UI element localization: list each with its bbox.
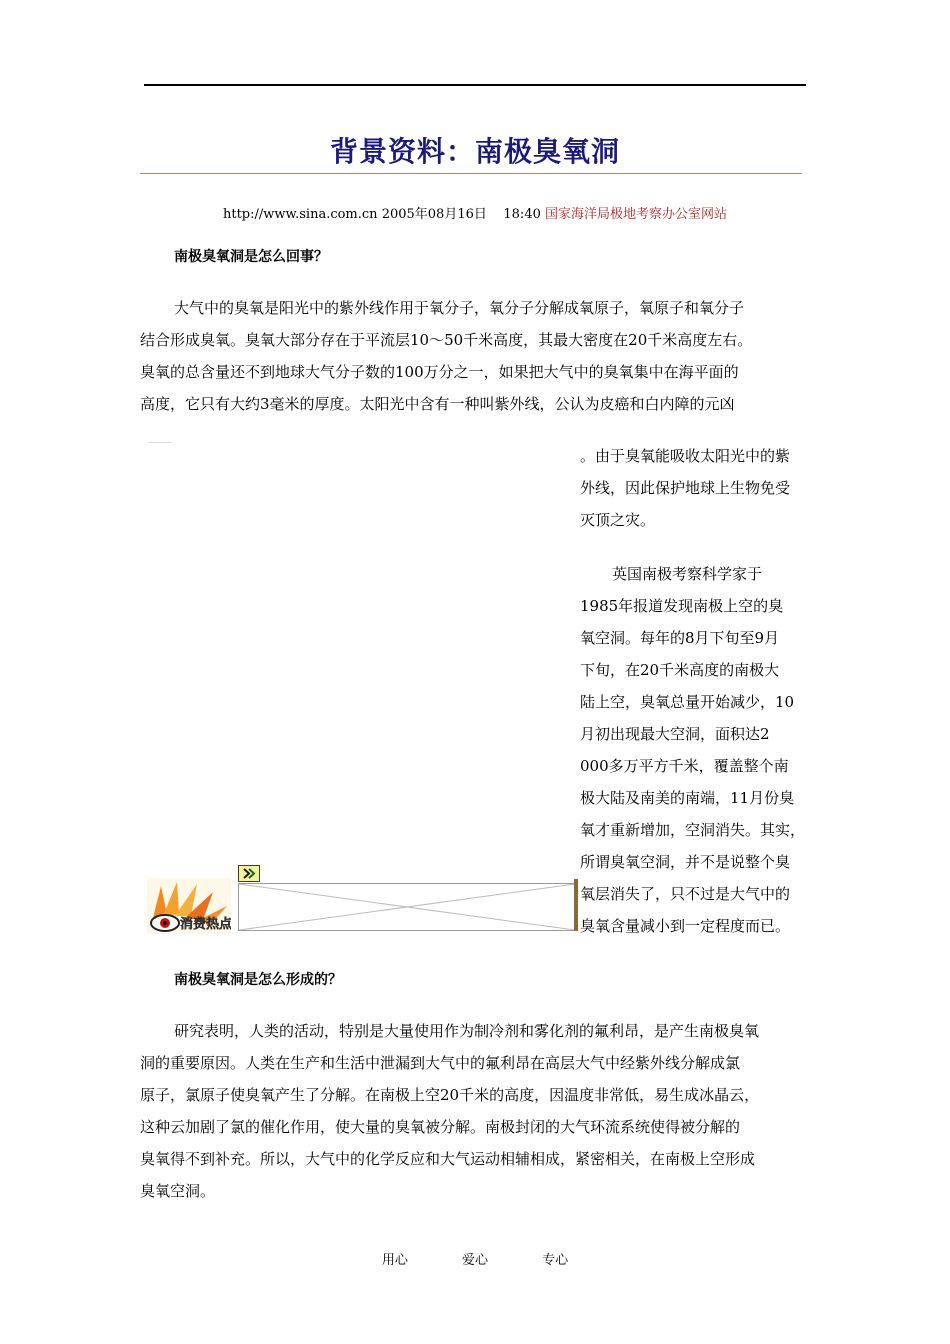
paragraph-line: 外线，因此保护地球上生物免受 <box>580 479 791 497</box>
paragraph-line: 灭顶之灾。 <box>580 511 656 529</box>
broken-ad-frame[interactable] <box>238 883 576 931</box>
paragraph-line: 1985年报道发现南极上空的臭 <box>580 597 784 615</box>
side-paragraph-1 <box>580 440 812 536</box>
paragraph-line: 000多万平方千米，覆盖整个南 <box>580 757 789 775</box>
paragraph-line: 高度，它只有大约3毫米的厚度。太阳光中含有一种叫紫外线，公认为皮癌和白内障的元凶 <box>140 395 735 413</box>
ad-logo-text: 消费热点 <box>180 917 231 932</box>
footer-word: 专心 <box>542 1253 569 1268</box>
paragraph-line: 下旬，在20千米高度的南极大 <box>580 661 780 679</box>
paragraph-line: 英国南极考察科学家于 <box>612 565 763 583</box>
paragraph-line: 原子，氯原子使臭氧产生了分解。在南极上空20千米的高度，因温度非常低，易生成冰晶云， <box>140 1086 760 1104</box>
section2-paragraph <box>140 1015 812 1207</box>
meta-date: 2005年08月16日 <box>381 207 487 222</box>
page-footer <box>0 1249 950 1268</box>
side-paragraph-2 <box>580 558 812 942</box>
paragraph-line: 氧层消失了，只不过是大气中的 <box>580 885 791 903</box>
paragraph-line: 氧才重新增加，空洞消失。其实， <box>580 821 806 839</box>
ad-frame-edge <box>574 879 578 931</box>
sina-eye-logo-icon <box>147 878 231 934</box>
paragraph-line: 所谓臭氧空洞，并不是说整个臭 <box>580 853 791 871</box>
ad-arrow-button[interactable] <box>238 865 260 882</box>
meta-url: http://www.sina.com.cn <box>222 207 378 222</box>
section1-paragraph <box>140 292 812 420</box>
image-placeholder-mark <box>148 442 172 443</box>
placeholder-cross-icon <box>239 884 575 930</box>
meta-time: 18:40 <box>503 207 541 222</box>
paragraph-line: 极大陆及南美的南端，11月份臭 <box>580 789 795 807</box>
paragraph-line: 研究表明，人类的活动，特别是大量使用作为制冷剂和雾化剂的氟利昂，是产生南极臭氧 <box>174 1022 760 1040</box>
double-chevron-icon <box>239 866 259 881</box>
paragraph-line: 月初出现最大空洞，面积达2 <box>580 725 770 743</box>
consumer-hotspot-logo[interactable] <box>147 878 231 934</box>
paragraph-line: 结合形成臭氧。臭氧大部分存在于平流层10～50千米高度，其最大密度在20千米高度左右。 <box>140 331 753 349</box>
paragraph-line: 臭氧得不到补充。所以，大气中的化学反应和大气运动相辅相成，紧密相关，在南极上空形成 <box>140 1150 756 1168</box>
title-divider <box>140 173 802 174</box>
footer-word: 爱心 <box>461 1253 488 1268</box>
paragraph-line: 陆上空，臭氧总量开始减少，10 <box>580 693 795 711</box>
paragraph-line: 大气中的臭氧是阳光中的紫外线作用于氧分子，氧分子分解成氧原子，氧原子和氧分子 <box>174 299 745 317</box>
footer-word: 用心 <box>381 1253 408 1268</box>
meta-source-link[interactable]: 国家海洋局极地考察办公室网站 <box>545 207 728 222</box>
paragraph-line: 。由于臭氧能吸收太阳光中的紫 <box>580 447 791 465</box>
paragraph-line: 这种云加剧了氯的催化作用，使大量的臭氧被分解。南极封闭的大气环流系统使得被分解的 <box>140 1118 741 1136</box>
section2-heading: 南极臭氧洞是怎么形成的？ <box>174 972 342 988</box>
paragraph-line: 臭氧的总含量还不到地球大气分子数的100万分之一，如果把大气中的臭氧集中在海平面的 <box>140 363 739 381</box>
article-meta <box>0 203 950 222</box>
paragraph-line: 臭氧空洞。 <box>140 1182 216 1200</box>
paragraph-line: 洞的重要原因。人类在生产和生活中泄漏到大气中的氟利昂在高层大气中经紫外线分解成氯 <box>140 1054 741 1072</box>
top-rule <box>144 84 806 86</box>
page-title: 背景资料：南极臭氧洞 <box>329 135 620 168</box>
paragraph-line: 臭氧含量减小到一定程度而已。 <box>580 917 791 935</box>
paragraph-line: 氧空洞。每年的8月下旬至9月 <box>580 629 780 647</box>
section1-heading: 南极臭氧洞是怎么回事？ <box>174 249 328 265</box>
